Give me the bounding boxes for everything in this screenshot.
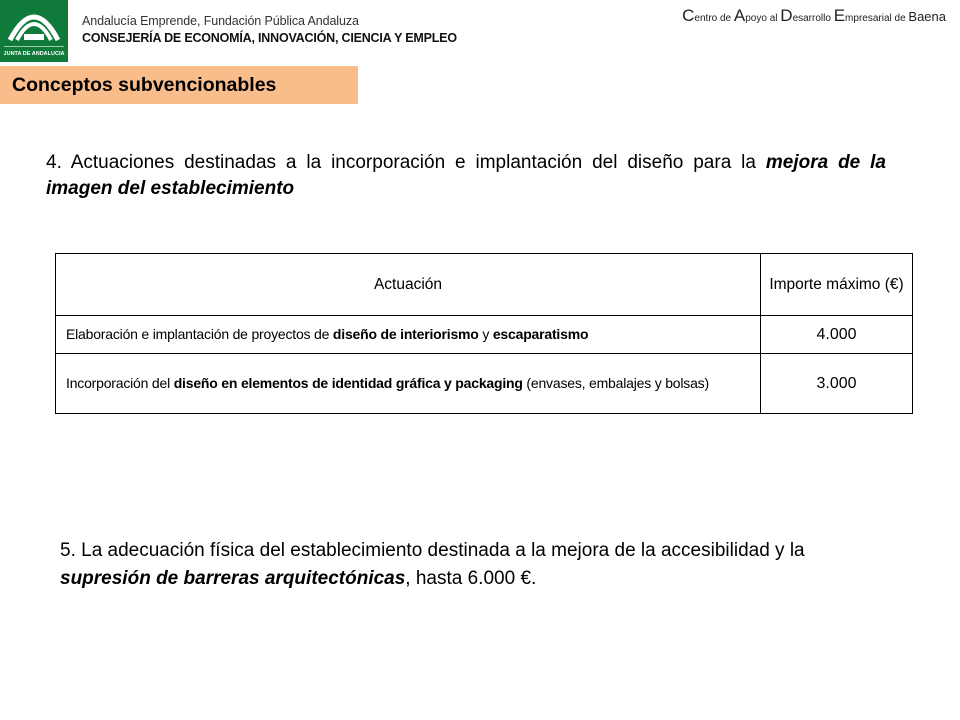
row-1-actuacion: [56, 316, 761, 354]
row-1-importe: 4.000: [761, 316, 913, 354]
item-5-paragraph: [60, 537, 850, 593]
row-2-text-2: (envases, embalajes y bolsas): [522, 375, 709, 391]
row-2-bold-1: diseño en elementos de identidad gráfica y packaging: [173, 375, 523, 391]
row-1-text-1: Elaboración e implantación de proyectos de: [66, 326, 333, 342]
item-4-lead: 4. Actuaciones destinadas a la incorporación e implantación del diseño para la: [46, 152, 756, 173]
cade-town: Baena: [908, 9, 946, 24]
row-2-actuacion: [56, 354, 761, 414]
cade-letter-e: E: [833, 6, 846, 25]
item-5-tail: , hasta 6.000 €.: [405, 568, 537, 589]
actions-table: [55, 253, 913, 414]
column-header-actuacion: Actuación: [56, 254, 761, 316]
cade-letter-d: D: [780, 6, 793, 25]
organization-name: Andalucía Emprende, Fundación Pública Andaluza: [82, 14, 359, 28]
section-tag: [0, 66, 358, 104]
row-1-bold-1: diseño de interiorismo: [332, 326, 479, 342]
row-2-text-1: Incorporación del: [66, 375, 174, 391]
cade-word-centro: entro de: [694, 13, 734, 24]
item-4-emphasis: mejora de la imagen del establecimiento: [46, 152, 886, 199]
table-row: [56, 316, 913, 354]
table-header-row: [56, 254, 913, 316]
item-4-paragraph: [46, 150, 886, 202]
cade-word-apoyo: poyo al: [745, 13, 781, 24]
cade-title: [682, 6, 946, 26]
table-row: [56, 354, 913, 414]
organization-block: [82, 14, 457, 45]
cade-word-empresarial: mpresarial de: [845, 13, 909, 24]
column-header-importe: Importe máximo (€): [761, 254, 913, 316]
cade-letter-a: A: [733, 6, 746, 25]
row-1-bold-2: escaparatismo: [492, 326, 589, 342]
junta-emblem-icon: [0, 0, 68, 62]
junta-de-andalucia-logo: [0, 0, 68, 62]
cade-letter-c: C: [682, 6, 695, 25]
row-1-text-2: y: [478, 326, 493, 342]
ministry-name: CONSEJERÍA DE ECONOMÍA, INNOVACIÓN, CIENCIA Y EMPLEO: [82, 31, 457, 45]
item-5-lead: 5. La adecuación física del establecimiento destinada a la mejora de la accesibilidad y la: [60, 540, 805, 561]
logo-caption: JUNTA DE ANDALUCIA: [3, 51, 65, 57]
item-5-emphasis: supresión de barreras arquitectónicas: [60, 568, 406, 589]
cade-word-desarrollo: esarrollo: [792, 13, 834, 24]
section-title: Conceptos subvencionables: [12, 74, 277, 96]
page-header: [0, 0, 960, 62]
row-2-importe: 3.000: [761, 354, 913, 414]
